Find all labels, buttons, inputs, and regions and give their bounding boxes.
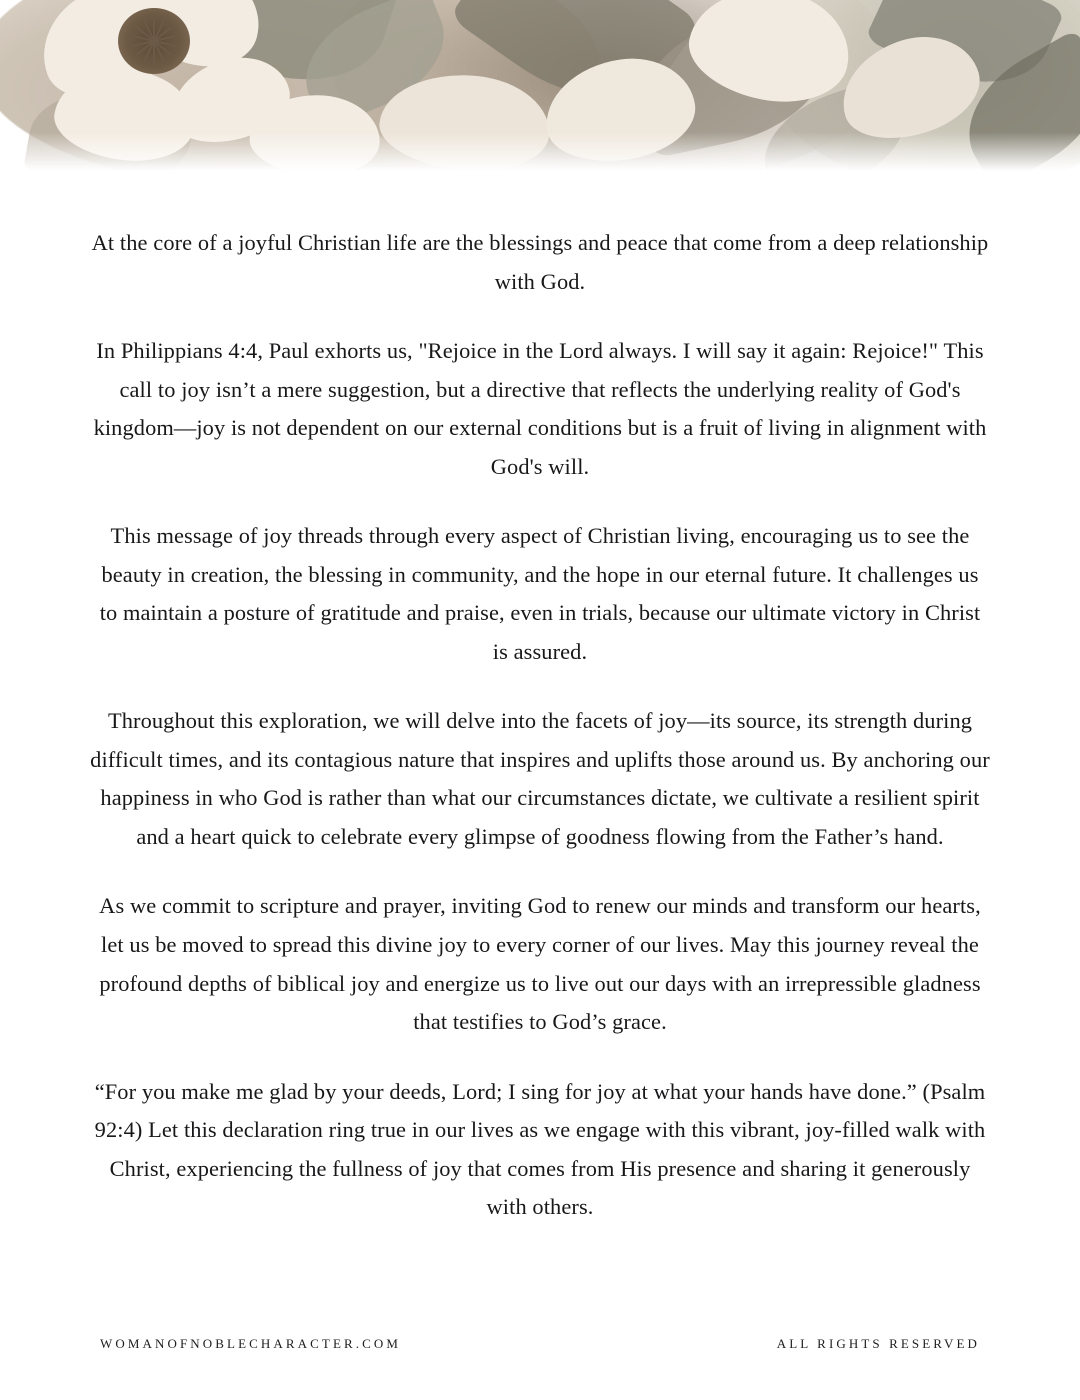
paragraph: “For you make me glad by your deeds, Lord; I sing for joy at what your hands have done.” (Psalm 92:4) Let this declaration ring true in our lives as we engage with this vibrant, joy-filled walk with Christ, experiencing the fullness of joy that comes from His presence and sharing it generously with others. <box>94 1078 986 1220</box>
floral-header-banner <box>0 0 1080 178</box>
header-fade-overlay <box>0 132 1080 178</box>
page-footer <box>0 1336 1080 1360</box>
flower-center-icon <box>118 8 190 74</box>
paragraph: At the core of a joyful Christian life are the blessings and peace that come from a deep relationship with God. <box>91 230 989 294</box>
footer-rights: ALL RIGHTS RESERVED <box>776 1336 980 1351</box>
paragraph: As we commit to scripture and prayer, inviting God to renew our minds and transform our hearts, let us be moved to spread this divine joy to every corner of our lives. May this journey reveal the profound depths of biblical joy and energize us to live out our days with an irrepressible gladness that testifies to God’s grace. <box>99 893 981 1035</box>
body-copy <box>90 178 990 1227</box>
paragraph: This message of joy threads through every aspect of Christian living, encouraging us to see the beauty in creation, the blessing in community, and the hope in our eternal future. It challenges us to maintain a posture of gratitude and praise, even in trials, because our ultimate victory in Christ is assured. <box>99 523 981 664</box>
paragraph: Throughout this exploration, we will delve into the facets of joy—its source, its strength during difficult times, and its contagious nature that inspires and uplifts those around us. By anchoring our happiness in who God is rather than what our circumstances dictate, we cultivate a resilient spirit and a heart quick to celebrate every glimpse of goodness flowing from the Father’s hand. <box>90 708 990 849</box>
paragraph: In Philippians 4:4, Paul exhorts us, "Rejoice in the Lord always. I will say it again: Rejoice!" This call to joy isn’t a mere suggestion, but a directive that reflects the underlying reality of God's kingdom—joy is not dependent on our external conditions but is a fruit of living in alignment with God's will. <box>93 338 987 479</box>
document-page <box>0 178 1080 1227</box>
footer-site-url: WOMANOFNOBLECHARACTER.COM <box>100 1336 402 1351</box>
